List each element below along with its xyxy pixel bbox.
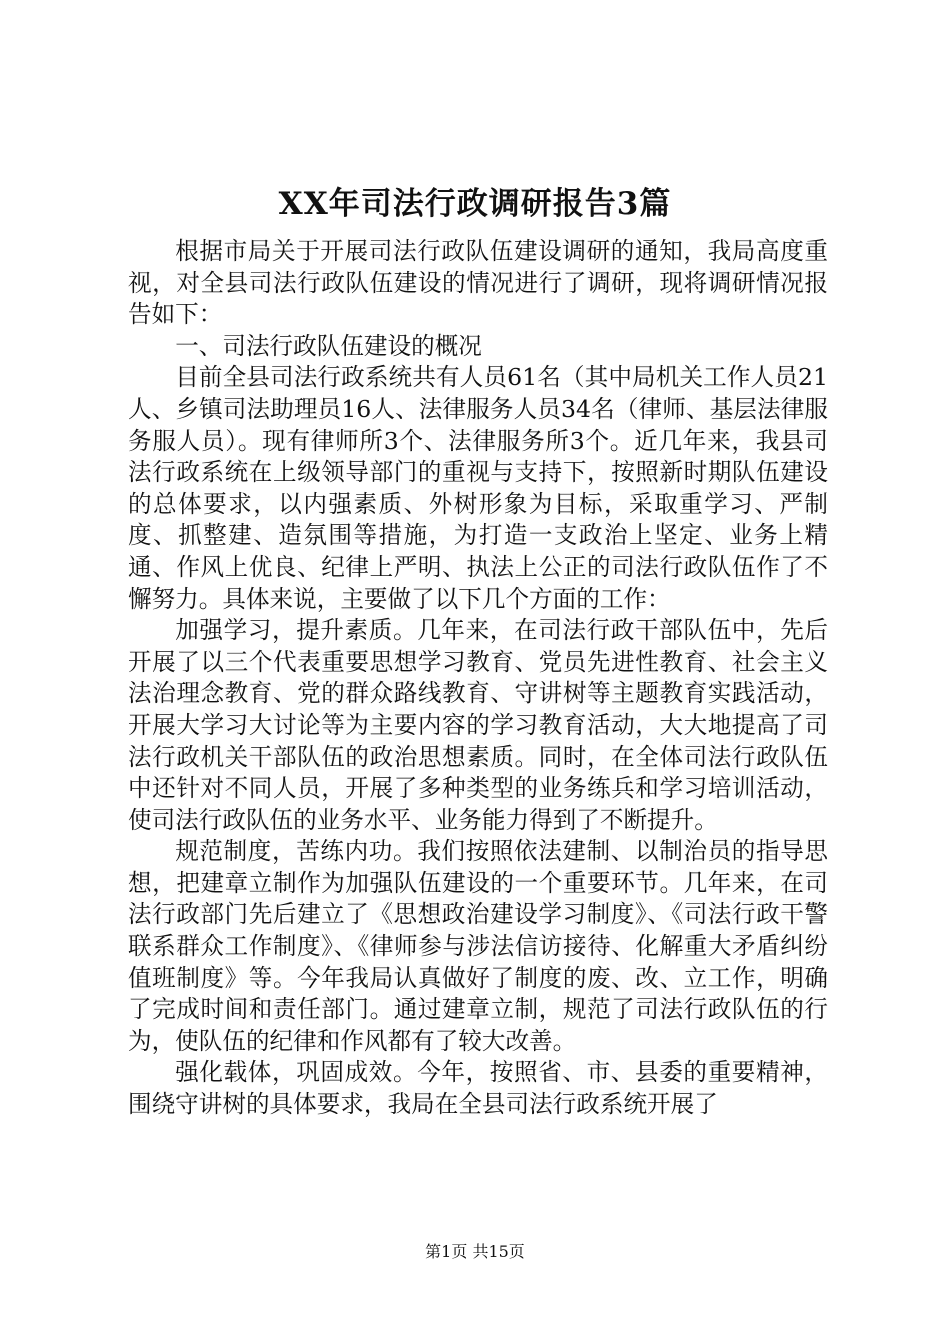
- paragraph-carrier: 强化载体，巩固成效。今年，按照省、市、县委的重要精神，围绕守讲树的具体要求，我局在全县司法行政系统开展了: [128, 1058, 828, 1119]
- paragraph-intro: 根据市局关于开展司法行政队伍建设调研的通知，我局高度重视，对全县司法行政队伍建设的情况进行了调研，现将调研情况报告如下：: [128, 237, 828, 329]
- document-body: [128, 236, 828, 1121]
- section-heading-overview: 一、司法行政队伍建设的概况: [175, 331, 482, 360]
- document-title: XX年司法行政调研报告3篇: [278, 186, 672, 222]
- paragraph-overview: 目前全县司法行政系统共有人员61名（其中局机关工作人员21人、乡镇司法助理员16人、法律服务人员34名（律师、基层法律服务服人员）。现有律师所3个、法律服务所3个。近几年来，我县司法行政系统在上级领导部门的重视与支持下，按照新时期队伍建设的总体要求，以内强素质、外树形象为目标，采取重学习、严制度、抓整建、造氛围等措施，为打造一支政治上坚定、业务上精通、作风上优良、纪律上严明、执法上公正的司法行政队伍作了不懈努力。具体来说，主要做了以下几个方面的工作：: [128, 363, 828, 613]
- paragraph-study: 加强学习，提升素质。几年来，在司法行政干部队伍中，先后开展了以三个代表重要思想学习教育、党员先进性教育、社会主义法治理念教育、党的群众路线教育、守讲树等主题教育实践活动，开展大学习大讨论等为主要内容的学习教育活动，大大地提高了司法行政机关干部队伍的政治思想素质。同时，在全体司法行政队伍中还针对不同人员，开展了多种类型的业务练兵和学习培训活动，使司法行政队伍的业务水平、业务能力得到了不断提升。: [128, 616, 828, 834]
- paragraph-regulation: 规范制度，苦练内功。我们按照依法建制、以制治员的指导思想，把建章立制作为加强队伍建设的一个重要环节。几年来，在司法行政部门先后建立了《思想政治建设学习制度》、《司法行政干警联系群众工作制度》、《律师参与涉法信访接待、化解重大矛盾纠纷值班制度》等。今年我局认真做好了制度的废、改、立工作，明确了完成时间和责任部门。通过建章立制，规范了司法行政队伍的行为，使队伍的纪律和作风都有了较大改善。: [128, 837, 828, 1055]
- page-number-footer: 第1页 共15页: [425, 1242, 525, 1261]
